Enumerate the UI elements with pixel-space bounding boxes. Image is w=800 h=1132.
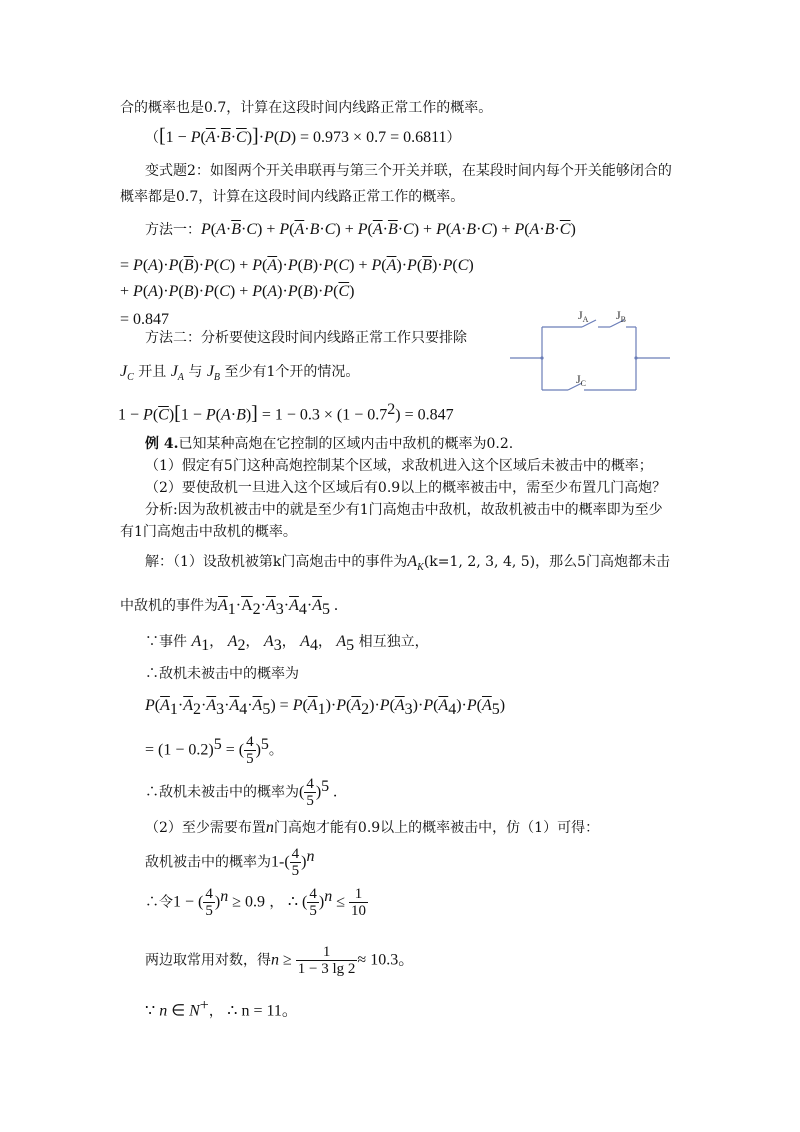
- variant2-line2: 概率都是0.7，计算在这段时间内线路正常工作的概率。: [120, 189, 465, 205]
- method1-expand-1: = $P(A)\cdot P(\overline{B})\cdot P(C) + P(\overline{A})\cdot P(B)\cdot P(C) + P(\overline{A})\cdot P(\overline{B})\cdot P(C)$: [120, 257, 474, 274]
- example4: [145, 434, 513, 454]
- method1-expand-2: + $P(A)\cdot P(B)\cdot P(C) + P(A)\cdot P(B)\cdot P(\overline{C})$: [120, 283, 355, 300]
- final-line: ∵ n ∈ N+， ∴ n = 11。: [145, 997, 298, 1020]
- method1-label: 方法一：: [145, 222, 201, 238]
- power-formula: = $(1 - 0.2)^5$ = ( $\frac{4}{5}$ )$^5$。: [145, 734, 283, 767]
- question-2: （2）要使敌机一旦进入这个区域后有0.9以上的概率被击中，需至少布置几门高炮？: [145, 480, 667, 496]
- method2-line1: 方法二：分析要使这段时间内线路正常工作只要排除: [145, 330, 467, 346]
- hit-probability: 敌机被击中的概率为1-( $\frac{4}{5}$ )$^n$: [145, 846, 315, 879]
- example4-text: 已知某种高炮在它控制的区域内击中敌机的概率为0.2.: [178, 436, 514, 452]
- therefore-line2: ∴敌机未被击中的概率为( $\frac{4}{5}$ )$^5$ .: [145, 776, 338, 809]
- therefore-line1: ∴敌机未被击中的概率为: [145, 666, 299, 682]
- product-formula: $P(\overline{A}_1\cdot\overline{A}_2\cdot\overline{A}_3\cdot\overline{A}_4\cdot\overline{A}_5) = P(\overline{A}_1)\cdot P(\overline{A}_2)\cdot P(\overline{A}_3)\cdot P(\overline{A}_4)\cdot P(\overline{A}_5)$: [145, 697, 506, 718]
- switch-jb-label: $J_B$: [616, 308, 627, 324]
- switch-ja-label: $J_A$: [578, 308, 589, 324]
- solution-line1: 解：（1）设敌机被第k门高炮击中的事件为$A_K(k=1$, 2, 3, 4, 5)，那么5门高炮都未击: [145, 553, 671, 573]
- solution-line2: 中敌机的事件为$\overline{A}_1\cdot\overline{A}_2\cdot\overline{A}_3\cdot\overline{A}_4\cdot\overline{A}_5$ .: [120, 597, 338, 618]
- because-independent: ∵事件 $A_1$， $A_2$， $A_3$， $A_4$， $A_5$ 相互独立，: [145, 633, 429, 654]
- analysis-line2: 有1门高炮击中敌机的概率。: [120, 524, 297, 540]
- switch-jc-label: $J_C$: [576, 372, 587, 388]
- circuit-node-out: [634, 356, 637, 359]
- log-line: 两边取常用对数，得n ≥ $\frac{1}{1 - 3 \lg 2}$ ≈ 10.3。: [145, 944, 415, 977]
- variant2-line1: 变式题2：如图两个开关串联再与第三个开关并联，在某段时间内每个开关能够闭合的: [145, 163, 672, 179]
- formula-1: $([1 - P(\overline{A}\cdot\overline{B}\cdot\overline{C})]\cdot P(D) = 0.973 \times 0.7 = 0.6811)$: [145, 125, 461, 147]
- circuit-diagram: [510, 305, 680, 395]
- method2-formula: $1 - P(\overline{C})[1 - P(A\cdot B)] = 1 - 0.3 \times (1 - 0.7^2) = 0.847$: [118, 401, 454, 425]
- question-1: （1）假定有5门这种高炮控制某个区域，求敌机进入这个区域后未被击中的概率；: [145, 458, 653, 474]
- method1-result: = 0.847: [120, 311, 170, 328]
- part2-line: （2）至少需要布置n门高炮才能有0.9以上的概率被击中，仿（1）可得：: [145, 819, 600, 836]
- analysis-line1: 分析:因为敌机被击中的就是至少有1门高炮击中敌机，故敌机被击中的概率即为至少: [145, 502, 663, 518]
- paragraph-1: 合的概率也是0.7，计算在这段时间内线路正常工作的概率。: [120, 100, 493, 116]
- circuit-node-in: [540, 356, 543, 359]
- method1-formula: 方法一：$P(A\cdot\overline{B}\cdot C) + P(\overline{A}\cdot B\cdot C) + P(\overline{A}\cdot\overline{B}\cdot C) + P(A\cdot B\cdot C) + P(A\cdot B\cdot\overline{C})$: [145, 221, 576, 238]
- method2-line2: $J_C$ 开且 $J_A$ 与 $J_B$ 至少有1个开的情况。: [120, 363, 360, 383]
- example4-title: 例 4.: [145, 436, 179, 452]
- let-inequality: ∴令1 − ( $\frac{4}{5}$ )$^n$ ≥ 0.9 ， ∴ ( $\frac{4}{5}$ )$^n$ ≤ $\frac{1}{10}$: [145, 886, 366, 919]
